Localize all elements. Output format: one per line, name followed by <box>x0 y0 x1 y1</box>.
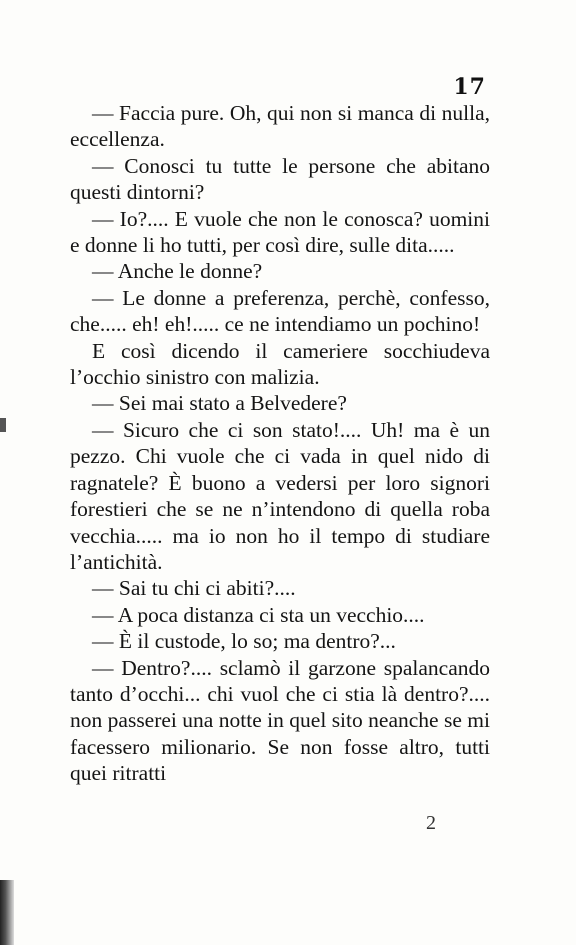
binding-edge <box>0 880 14 945</box>
paragraph-4: — Anche le donne? <box>92 259 263 284</box>
paragraph-6: E così dicendo il cameriere socchiudeva l’occhio sinistro con malizia. <box>70 338 490 390</box>
paragraph-7: — Sei mai stato a Belvedere? <box>92 391 347 416</box>
paragraph-3: — Io?.... E vuole che non le conosca? uomini e donne li ho tutti, per così dire, sulle dita..... <box>70 206 490 258</box>
signature-mark: 2 <box>426 812 436 834</box>
paragraph-9: — Sai tu chi ci abiti?.... <box>92 576 296 601</box>
body-text <box>70 100 490 787</box>
paragraph-10: — A poca distanza ci sta un vecchio.... <box>92 602 425 627</box>
binding-mark <box>0 418 6 432</box>
paragraph-2: — Conosci tu tutte le persone che abitano questi dintorni? <box>70 153 490 205</box>
paragraph-8: — Sicuro che ci son stato!.... Uh! ma è un pezzo. Chi vuole che ci vada in quel nido di ragnatele? È buono a vedersi per loro signori forestieri che se ne n’intendono di quella roba vecchia..... ma io non ho il tempo di studiare l’antichità. <box>70 417 490 574</box>
paragraph-1: — Faccia pure. Oh, qui non si manca di nulla, eccellenza. <box>70 101 490 152</box>
page-number: 17 <box>453 74 486 100</box>
paragraph-5: — Le donne a preferenza, perchè, confesso, che..... eh! eh!..... ce ne intendiamo un pochino! <box>70 285 490 337</box>
paragraph-12: — Dentro?.... sclamò il garzone spalancando tanto d’occhi... chi vuol che ci stia là dentro?.... non passerei una notte in quel sito neanche se mi facessero milionario. Se non fosse altro, tutti quei ritratti <box>70 655 490 786</box>
paragraph-11: — È il custode, lo so; ma dentro?... <box>92 629 396 654</box>
